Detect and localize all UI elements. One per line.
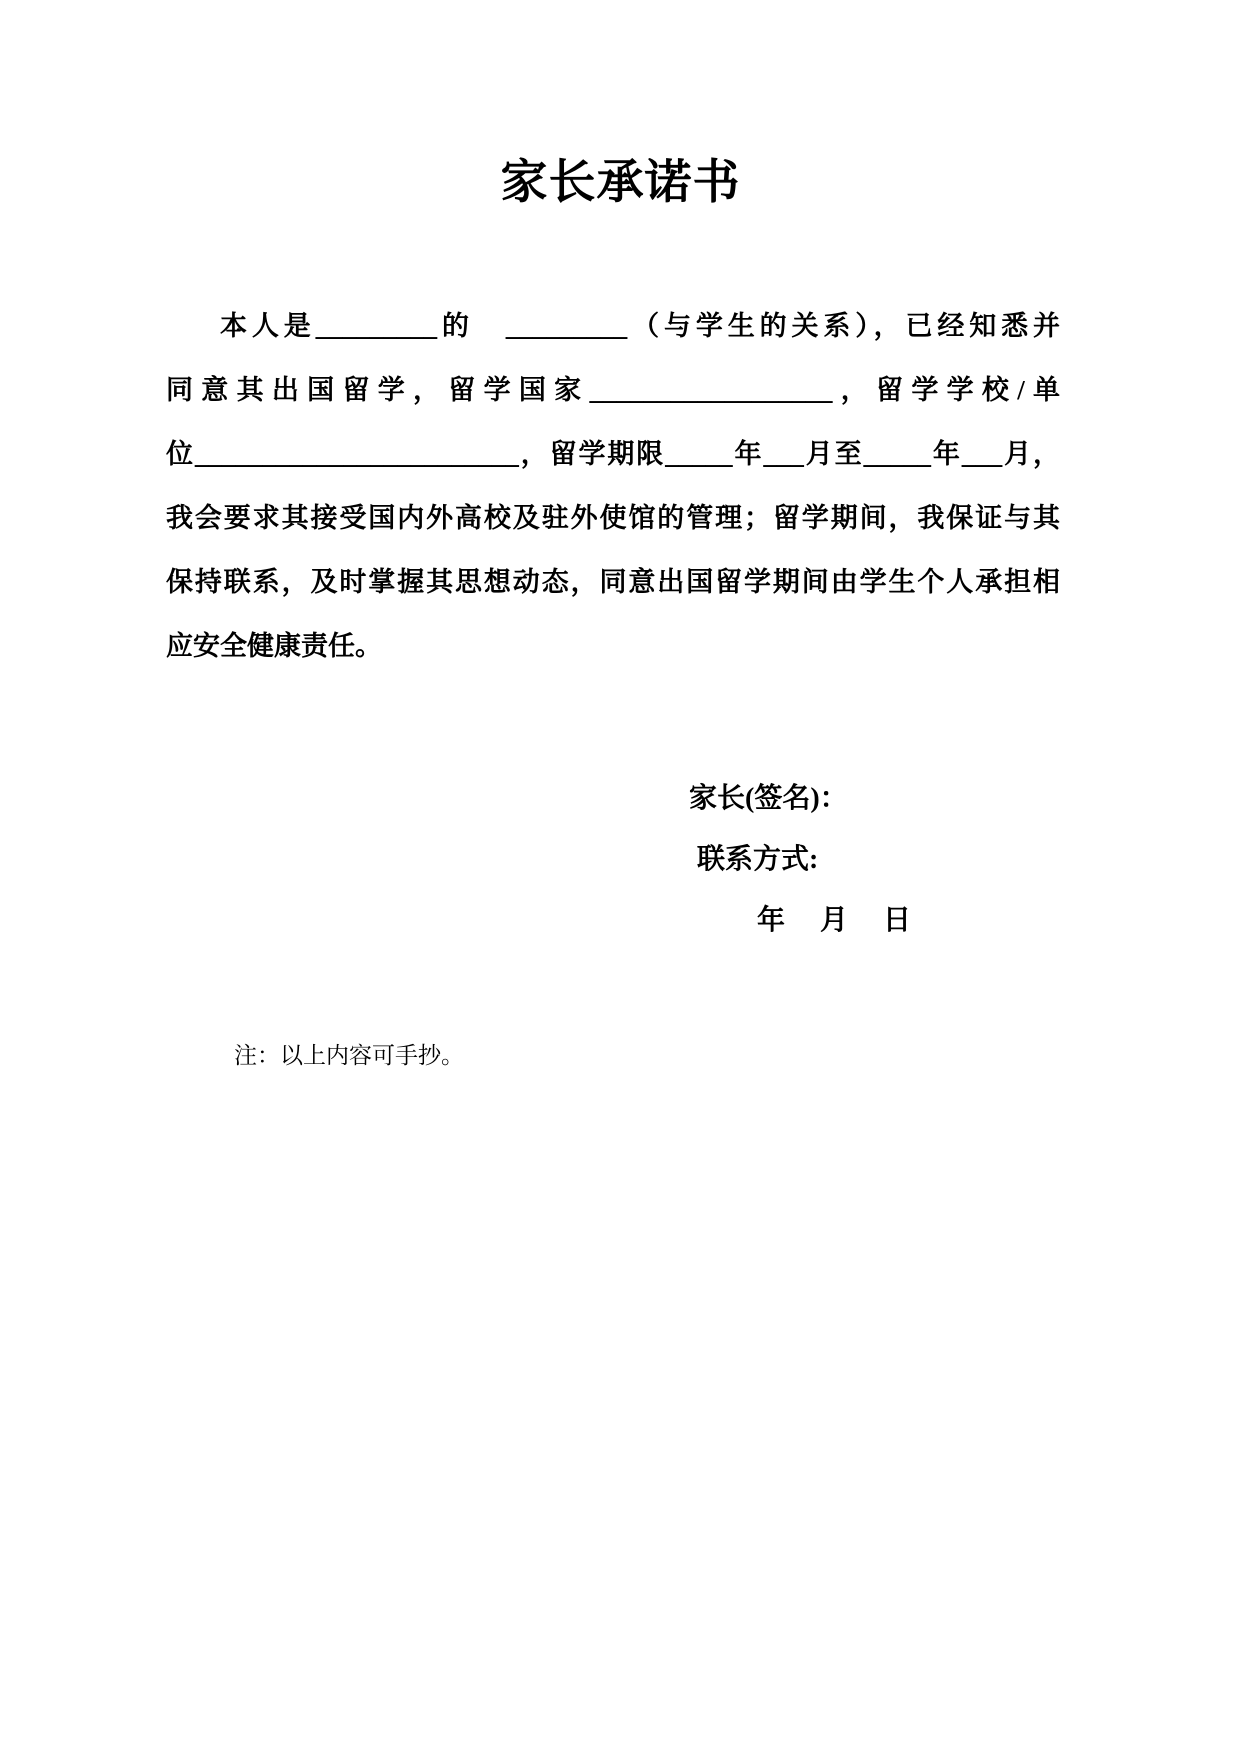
paragraph-line: 我会要求其接受国内外高校及驻外使馆的管理；留学期间，我保证与其 — [166, 503, 1060, 533]
paragraph-line: 同意其出国留学，留学国家__________________，留学学校/单 — [166, 375, 1060, 405]
document-title: 家长承诺书 — [500, 157, 741, 209]
commitment-paragraph — [166, 294, 1060, 678]
paragraph-line: 保持联系，及时掌握其思想动态，同意出国留学期间由学生个人承担相 — [166, 567, 1060, 597]
signature-block — [689, 768, 911, 951]
parent-signature-label: 家长(签名)： — [689, 783, 848, 814]
paragraph-line: 本人是_________的 _________（与学生的关系），已经知悉并 — [220, 311, 1060, 341]
paragraph-line: 位________________________，留学期限_____年___月至_____年___月， — [166, 439, 1060, 469]
date-line: 年 月 日 — [757, 905, 912, 936]
paragraph-line: 应安全健康责任。 — [166, 631, 382, 661]
contact-method-label: 联系方式: — [697, 844, 819, 875]
handwriting-note: 注：以上内容可手抄。 — [234, 1043, 464, 1068]
